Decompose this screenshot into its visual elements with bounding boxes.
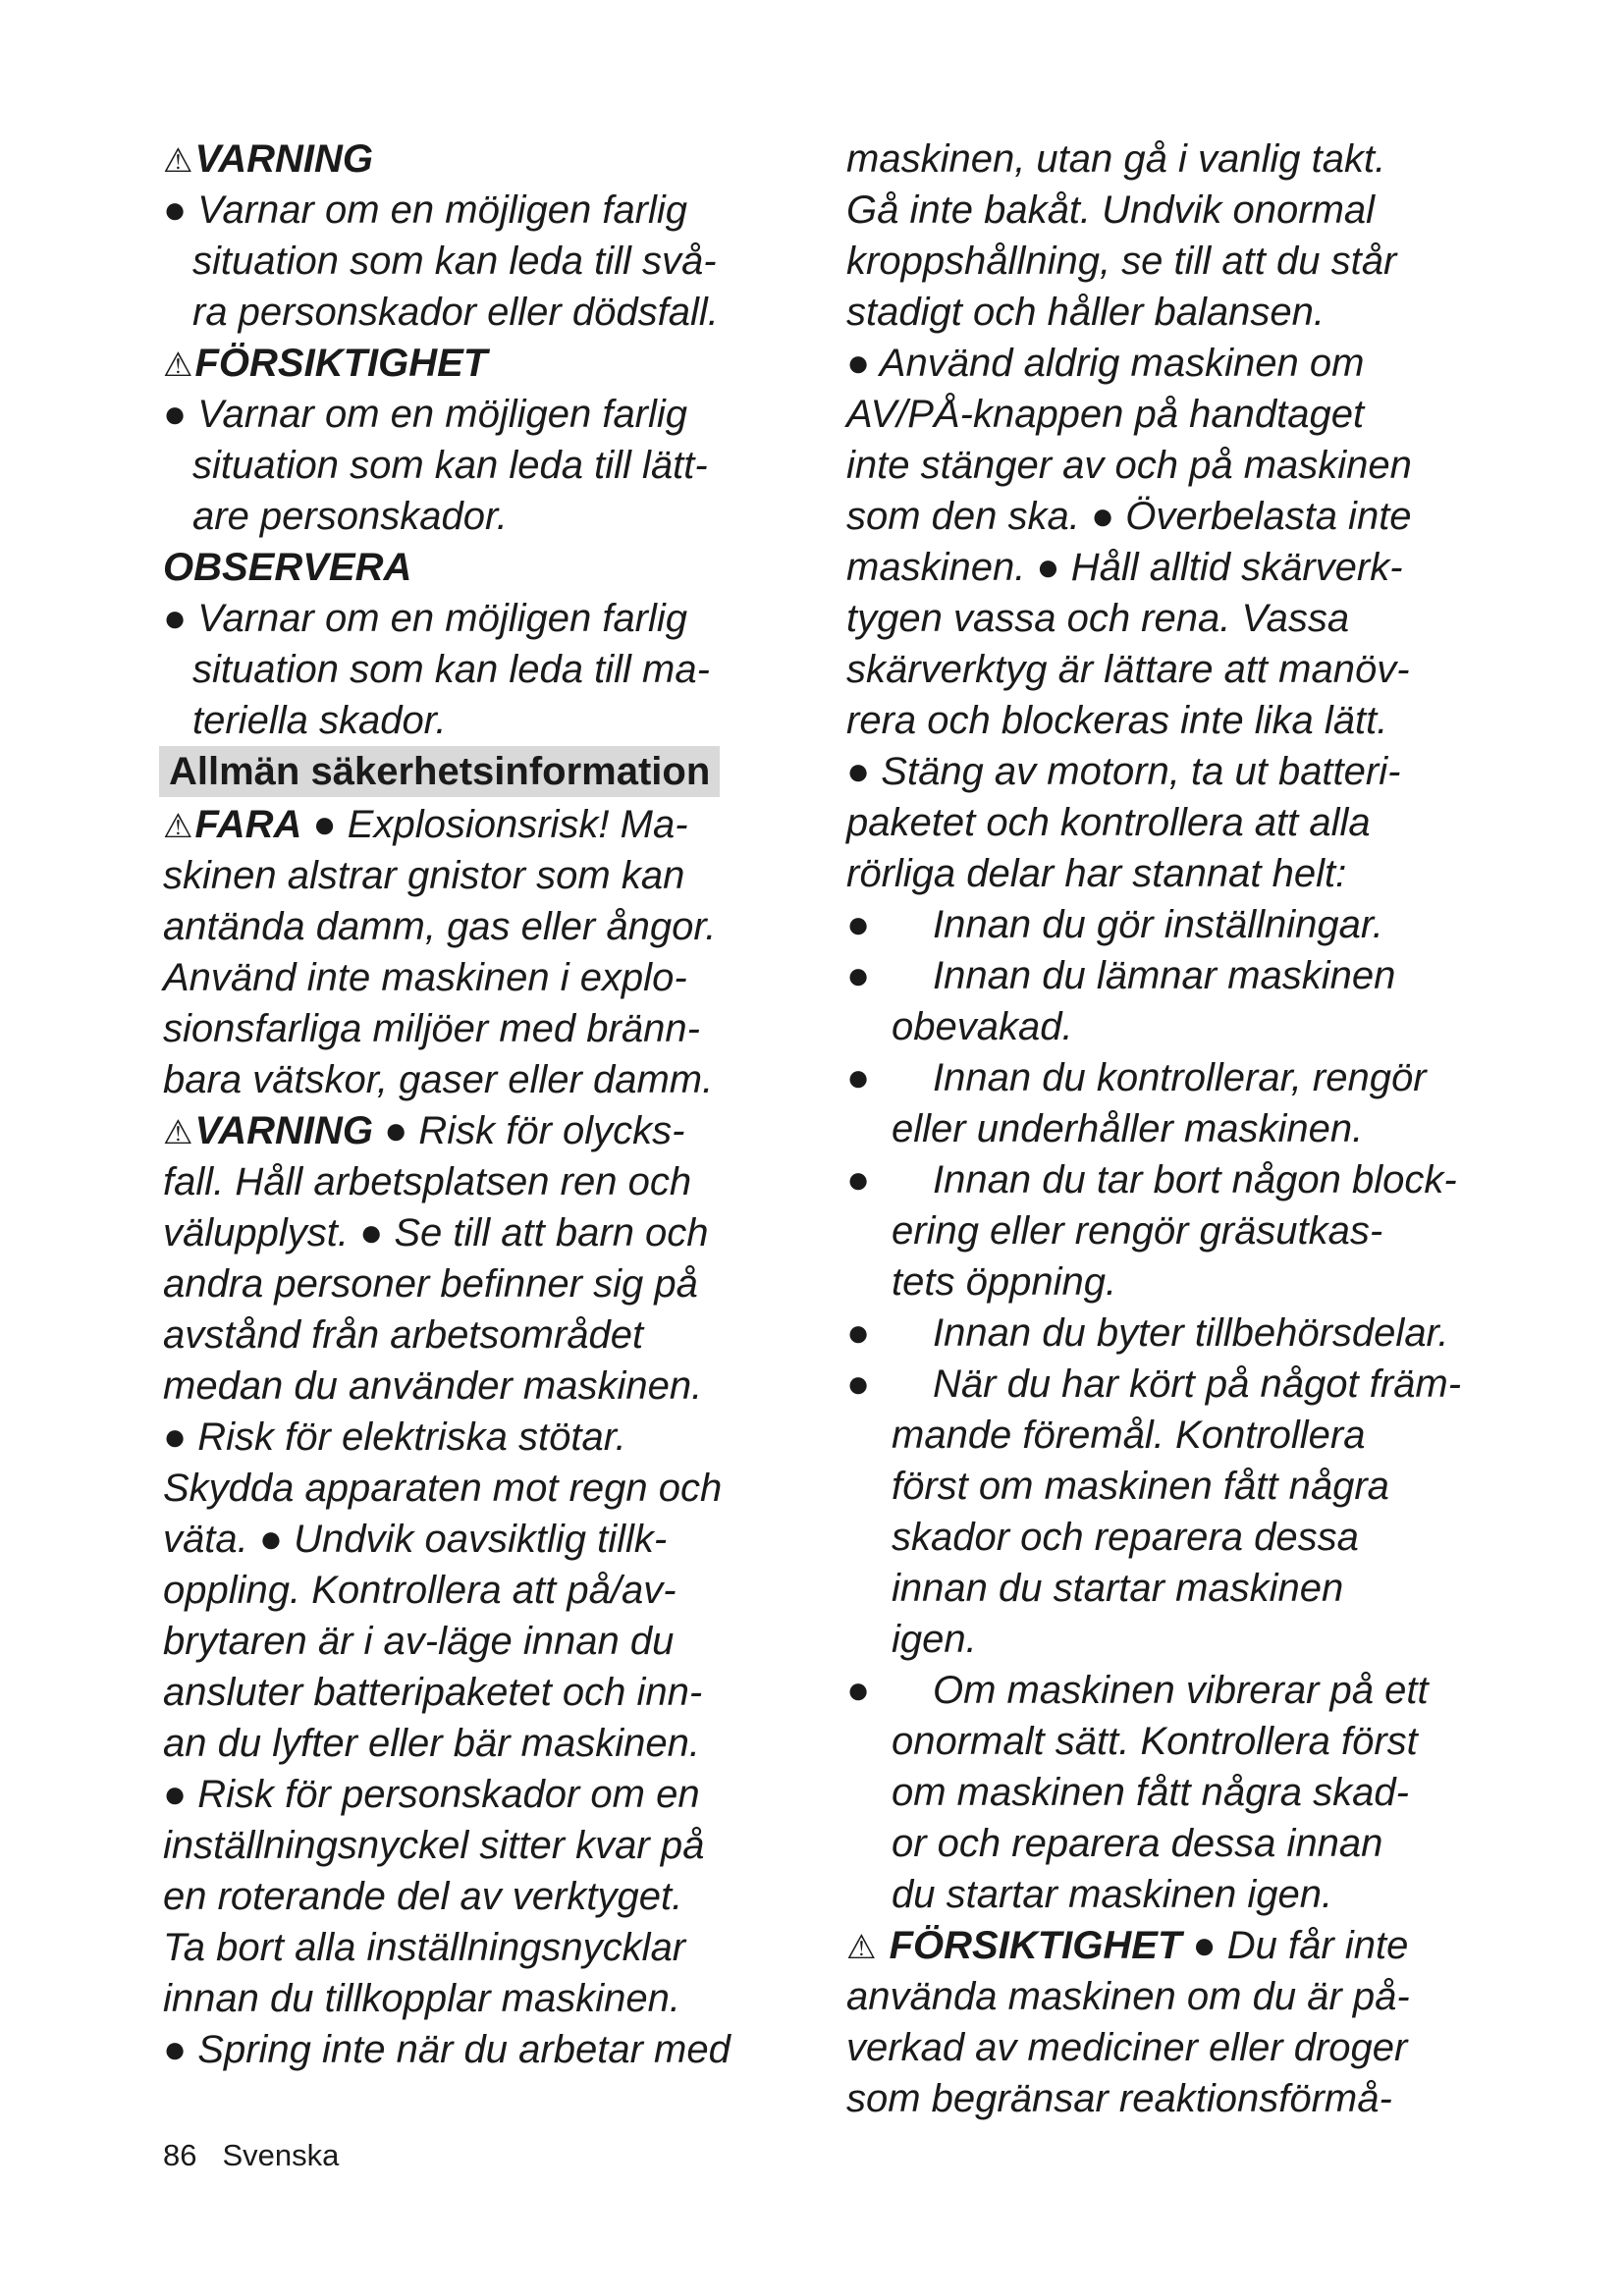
- body-text: stadigt och håller balansen.: [846, 291, 1325, 334]
- varning2-text: ansluter batteripaketet och inn-: [163, 1671, 703, 1714]
- fara-label: FARA: [194, 803, 302, 846]
- bullet-item-text: Innan du kontrollerar, rengör: [933, 1056, 1427, 1099]
- varning2-text: välupplyst. ● Se till att barn och: [163, 1211, 709, 1255]
- bullet-item-continuation: eller underhåller maskinen.: [892, 1107, 1364, 1150]
- body-text: ● Använd aldrig maskinen om: [846, 342, 1365, 385]
- varning2-text: avstånd från arbetsområdet: [163, 1313, 644, 1357]
- bullet-item-text: Innan du gör inställningar.: [933, 903, 1383, 946]
- varning-text: ● Varnar om en möjligen farlig: [163, 188, 688, 232]
- page-footer: [163, 2138, 339, 2173]
- forsiktighet-heading: ⚠FÖRSIKTIGHET: [163, 342, 488, 385]
- bullet-item-continuation: du startar maskinen igen.: [892, 1873, 1333, 1916]
- bullet-item-continuation: först om maskinen fått några: [892, 1465, 1389, 1508]
- fara-text: skinen alstrar gnistor som kan: [163, 854, 685, 897]
- varning2-text: medan du använder maskinen.: [163, 1364, 703, 1408]
- bullet-item-continuation: innan du startar maskinen: [892, 1567, 1344, 1610]
- varning2-text: ● Risk för personskador om en: [163, 1773, 700, 1816]
- varning-text: ra personskador eller dödsfall.: [192, 291, 719, 334]
- fara-text: sionsfarliga miljöer med bränn-: [163, 1007, 700, 1050]
- varning2-text: innan du tillkopplar maskinen.: [163, 1977, 680, 2020]
- bullet-item: [846, 1665, 1514, 1716]
- fara-text: bara vätskor, gaser eller damm.: [163, 1058, 714, 1101]
- observera-text: situation som kan leda till ma-: [192, 648, 710, 691]
- bullet-item-text: Om maskinen vibrerar på ett: [933, 1669, 1429, 1712]
- warning-triangle-icon: ⚠: [163, 1114, 193, 1151]
- body-text: maskinen. ● Håll alltid skärverk-: [846, 546, 1403, 589]
- varning2-text: an du lyfter eller bär maskinen.: [163, 1722, 700, 1765]
- observera-heading: OBSERVERA: [163, 546, 412, 589]
- bullet-item-text: När du har kört på något främ-: [933, 1362, 1462, 1406]
- body-text: kroppshållning, se till att du står: [846, 240, 1397, 283]
- varning2-text: Ta bort alla inställningsnycklar: [163, 1926, 686, 1969]
- bullet-item: [846, 950, 1514, 1001]
- varning2-text: brytaren är i av-läge innan du: [163, 1620, 675, 1663]
- forsiktighet-text: ● Varnar om en möjligen farlig: [163, 393, 688, 436]
- bullet-item: [846, 1308, 1514, 1359]
- warning-triangle-icon: ⚠: [163, 347, 193, 384]
- varning2-text: fall. Håll arbetsplatsen ren och: [163, 1160, 692, 1203]
- bullet-item-continuation: skador och reparera dessa: [892, 1516, 1359, 1559]
- warning-triangle-icon: ⚠: [163, 142, 193, 180]
- body-text: rörliga delar har stannat helt:: [846, 852, 1347, 895]
- bullet-item-text: Innan du tar bort någon block-: [933, 1158, 1457, 1201]
- body-text: Gå inte bakåt. Undvik onormal: [846, 188, 1376, 232]
- forsiktighet2-label: FÖRSIKTIGHET: [889, 1924, 1182, 1967]
- bullet-item-continuation: ering eller rengör gräsutkas-: [892, 1209, 1383, 1253]
- body-text: rera och blockeras inte lika lätt.: [846, 699, 1388, 742]
- bullet-item-continuation: or och reparera dessa innan: [892, 1822, 1383, 1865]
- bullet-item-continuation: igen.: [892, 1618, 977, 1661]
- left-column: [163, 133, 791, 2075]
- bullet-item-continuation: obevakad.: [892, 1005, 1073, 1048]
- body-text: som den ska. ● Överbelasta inte: [846, 495, 1412, 538]
- varning2-text: en roterande del av verktyget.: [163, 1875, 683, 1918]
- warning-triangle-icon: ⚠: [163, 808, 193, 845]
- fara-line: ⚠FARA ● Explosionsrisk! Ma-: [163, 803, 688, 846]
- page-number: 86: [163, 2138, 197, 2172]
- right-column: [846, 133, 1514, 2124]
- body-text: tygen vassa och rena. Vassa: [846, 597, 1350, 640]
- bullet-dot-icon: ●: [846, 1362, 871, 1406]
- varning2-text: oppling. Kontrollera att på/av-: [163, 1569, 677, 1612]
- fara-text: Använd inte maskinen i explo-: [163, 956, 687, 999]
- varning2-text: Skydda apparaten mot regn och: [163, 1467, 723, 1510]
- bullet-dot-icon: ●: [846, 954, 871, 997]
- fara-text: antända damm, gas eller ångor.: [163, 905, 717, 948]
- forsiktighet-text: are personskador.: [192, 495, 508, 538]
- bullet-item-continuation: mande föremål. Kontrollera: [892, 1414, 1366, 1457]
- forsiktighet2-text: använda maskinen om du är på-: [846, 1975, 1410, 2018]
- body-text: paketet och kontrollera att alla: [846, 801, 1371, 844]
- body-text: inte stänger av och på maskinen: [846, 444, 1412, 487]
- bullet-item: [846, 1052, 1514, 1103]
- forsiktighet-text: situation som kan leda till lätt-: [192, 444, 708, 487]
- bullet-dot-icon: ●: [846, 903, 871, 946]
- body-text: AV/PÅ-knappen på handtaget: [846, 393, 1365, 436]
- bullet-item: [846, 1154, 1514, 1205]
- bullet-list: [846, 899, 1514, 1920]
- varning2-text: andra personer befinner sig på: [163, 1262, 698, 1306]
- varning2-text: ● Spring inte när du arbetar med: [163, 2028, 731, 2071]
- varning-heading: ⚠VARNING: [163, 137, 373, 181]
- language-label: Svenska: [222, 2138, 340, 2172]
- varning2-line: ⚠VARNING ● Risk för olycks-: [163, 1109, 685, 1152]
- bullet-dot-icon: ●: [846, 1158, 871, 1201]
- bullet-item-continuation: onormalt sätt. Kontrollera först: [892, 1720, 1418, 1763]
- varning2-label: VARNING: [194, 1109, 373, 1152]
- forsiktighet2-text: som begränsar reaktionsförmå-: [846, 2077, 1392, 2120]
- varning-text: situation som kan leda till svå-: [192, 240, 717, 283]
- body-text: ● Stäng av motorn, ta ut batteri-: [846, 750, 1401, 793]
- bullet-item: [846, 1359, 1514, 1410]
- varning2-text: ● Risk för elektriska stötar.: [163, 1415, 626, 1459]
- observera-text: teriella skador.: [192, 699, 447, 742]
- bullet-dot-icon: ●: [846, 1311, 871, 1355]
- bullet-item-continuation: om maskinen fått några skad-: [892, 1771, 1409, 1814]
- body-text: skärverktyg är lättare att manöv-: [846, 648, 1410, 691]
- bullet-dot-icon: ●: [846, 1056, 871, 1099]
- warning-triangle-icon: ⚠: [846, 1929, 877, 1966]
- bullet-dot-icon: ●: [846, 1669, 871, 1712]
- varning2-text: inställningsnyckel sitter kvar på: [163, 1824, 705, 1867]
- bullet-item: [846, 899, 1514, 950]
- bullet-item-text: Innan du lämnar maskinen: [933, 954, 1396, 997]
- forsiktighet2-line: ⚠ FÖRSIKTIGHET ● Du får inte: [846, 1924, 1409, 1967]
- observera-text: ● Varnar om en möjligen farlig: [163, 597, 688, 640]
- varning2-text: väta. ● Undvik oavsiktlig tillk-: [163, 1518, 668, 1561]
- body-text: maskinen, utan gå i vanlig takt.: [846, 137, 1386, 181]
- bullet-item-text: Innan du byter tillbehörsdelar.: [933, 1311, 1449, 1355]
- section-heading: Allmän säkerhetsinformation: [159, 746, 720, 797]
- forsiktighet2-text: verkad av mediciner eller droger: [846, 2026, 1408, 2069]
- bullet-item-continuation: tets öppning.: [892, 1260, 1117, 1304]
